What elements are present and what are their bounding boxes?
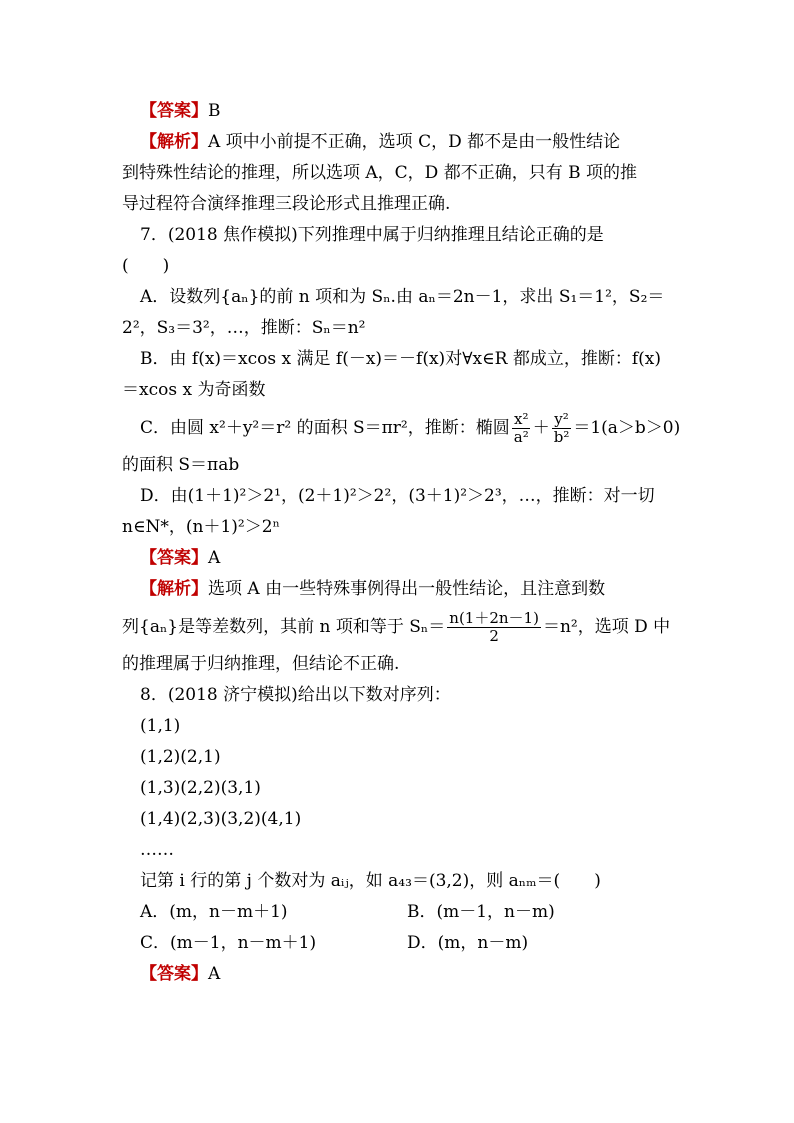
fraction-denominator: a² xyxy=(513,428,529,446)
q6-analysis-line-1 xyxy=(122,127,674,158)
q8-options-row-2 xyxy=(122,928,674,959)
q8-option-a: A．(m，n－m＋1) xyxy=(140,902,288,922)
q7-option-d-line-2: n∈N*，(n＋1)²＞2ⁿ xyxy=(122,517,280,537)
q8-sequence-row-1: (1,1) xyxy=(140,716,181,736)
q7-analysis-text-2b: ＝n²，选项 D 中 xyxy=(542,617,671,637)
q8-sequence-row-5: …… xyxy=(140,840,174,860)
q7-option-d-line-1: D．由(1＋1)²＞2¹，(2＋1)²＞2²，(3＋1)²＞2³，…，推断：对一切 xyxy=(140,486,655,506)
answer-label: 【答案】 xyxy=(140,101,208,121)
q6-analysis-line-2: 到特殊性结论的推理，所以选项 A，C，D 都不正确，只有 B 项的推 xyxy=(122,163,638,183)
fraction-numerator: x² xyxy=(513,410,529,428)
q8-sequence-row-2: (1,2)(2,1) xyxy=(140,747,221,767)
q7-option-b-line-1: B．由 f(x)＝xcos x 满足 f(－x)＝－f(x)对∀x∈R 都成立，推断：f(x) xyxy=(140,349,661,369)
q7-answer-line xyxy=(122,543,674,574)
q6-answer: B xyxy=(208,101,221,121)
q7-stem-line-1: 7．(2018 焦作模拟)下列推理中属于归纳推理且结论正确的是 xyxy=(140,225,604,245)
analysis-label: 【解析】 xyxy=(140,132,208,152)
q8-option-b: B．(m－1，n－m) xyxy=(407,902,555,922)
q7-stem-line-2: ( ) xyxy=(122,256,170,276)
q7-analysis-fraction xyxy=(447,610,541,645)
fraction-denominator: b² xyxy=(553,428,570,446)
q6-analysis-line-3: 导过程符合演绎推理三段论形式且推理正确. xyxy=(122,194,451,214)
q7-option-a-line-1: A．设数列{aₙ}的前 n 项和为 Sₙ.由 aₙ＝2n－1，求出 S₁＝1²，S₂＝ xyxy=(140,287,665,307)
q8-stem: 8．(2018 济宁模拟)给出以下数对序列： xyxy=(140,685,451,705)
q7-analysis-line-1 xyxy=(122,574,674,605)
q8-sequence-row-3: (1,3)(2,2)(3,1) xyxy=(140,778,261,798)
q8-options-row-1 xyxy=(122,897,674,928)
q7-analysis-line-2 xyxy=(122,605,674,649)
q8-answer-line xyxy=(122,959,674,990)
q8-answer: A xyxy=(208,964,221,984)
document-page xyxy=(122,96,681,990)
q8-option-c: C．(m－1，n－m＋1) xyxy=(140,933,317,953)
q8-option-d: D．(m，n－m) xyxy=(407,933,529,953)
q7-option-c-line-1 xyxy=(122,406,681,450)
q7-option-c-fraction-x xyxy=(512,411,531,446)
q7-option-c-plus: ＋ xyxy=(532,418,550,438)
q8-sequence-row-4: (1,4)(2,3)(3,2)(4,1) xyxy=(140,809,302,829)
q7-analysis-text-2a: 列{aₙ}是等差数列，其前 n 项和等于 Sₙ＝ xyxy=(122,617,446,637)
q7-option-b-line-2: ＝xcos x 为奇函数 xyxy=(122,380,266,400)
q6-analysis-text-1: A 项中小前提不正确，选项 C，D 都不是由一般性结论 xyxy=(208,132,621,152)
analysis-label: 【解析】 xyxy=(140,579,208,599)
answer-label: 【答案】 xyxy=(140,548,208,568)
fraction-denominator: 2 xyxy=(489,627,499,645)
q7-option-c-line-2: 的面积 S＝πab xyxy=(122,455,240,475)
fraction-numerator: n(1＋2n－1) xyxy=(449,609,539,627)
fraction-numerator: y² xyxy=(554,410,569,428)
q7-analysis-line-3: 的推理属于归纳推理，但结论不正确. xyxy=(122,654,400,674)
q8-question: 记第 i 行的第 j 个数对为 aᵢⱼ，如 a₄₃＝(3,2)，则 aₙₘ＝( ) xyxy=(140,871,601,891)
q6-answer-line xyxy=(122,96,674,127)
answer-label: 【答案】 xyxy=(140,964,208,984)
q7-option-c-text-a: C．由圆 x²＋y²＝r² 的面积 S＝πr²，推断：椭圆 xyxy=(140,418,510,438)
q7-option-c-fraction-y xyxy=(552,411,572,446)
q7-option-a-line-2: 2²，S₃＝3²，…，推断：Sₙ＝n² xyxy=(122,318,366,338)
q7-option-c-text-b: ＝1(a＞b＞0) xyxy=(573,418,681,438)
q7-analysis-text-1: 选项 A 由一些特殊事例得出一般性结论，且注意到数 xyxy=(208,579,606,599)
q7-answer: A xyxy=(208,548,221,568)
